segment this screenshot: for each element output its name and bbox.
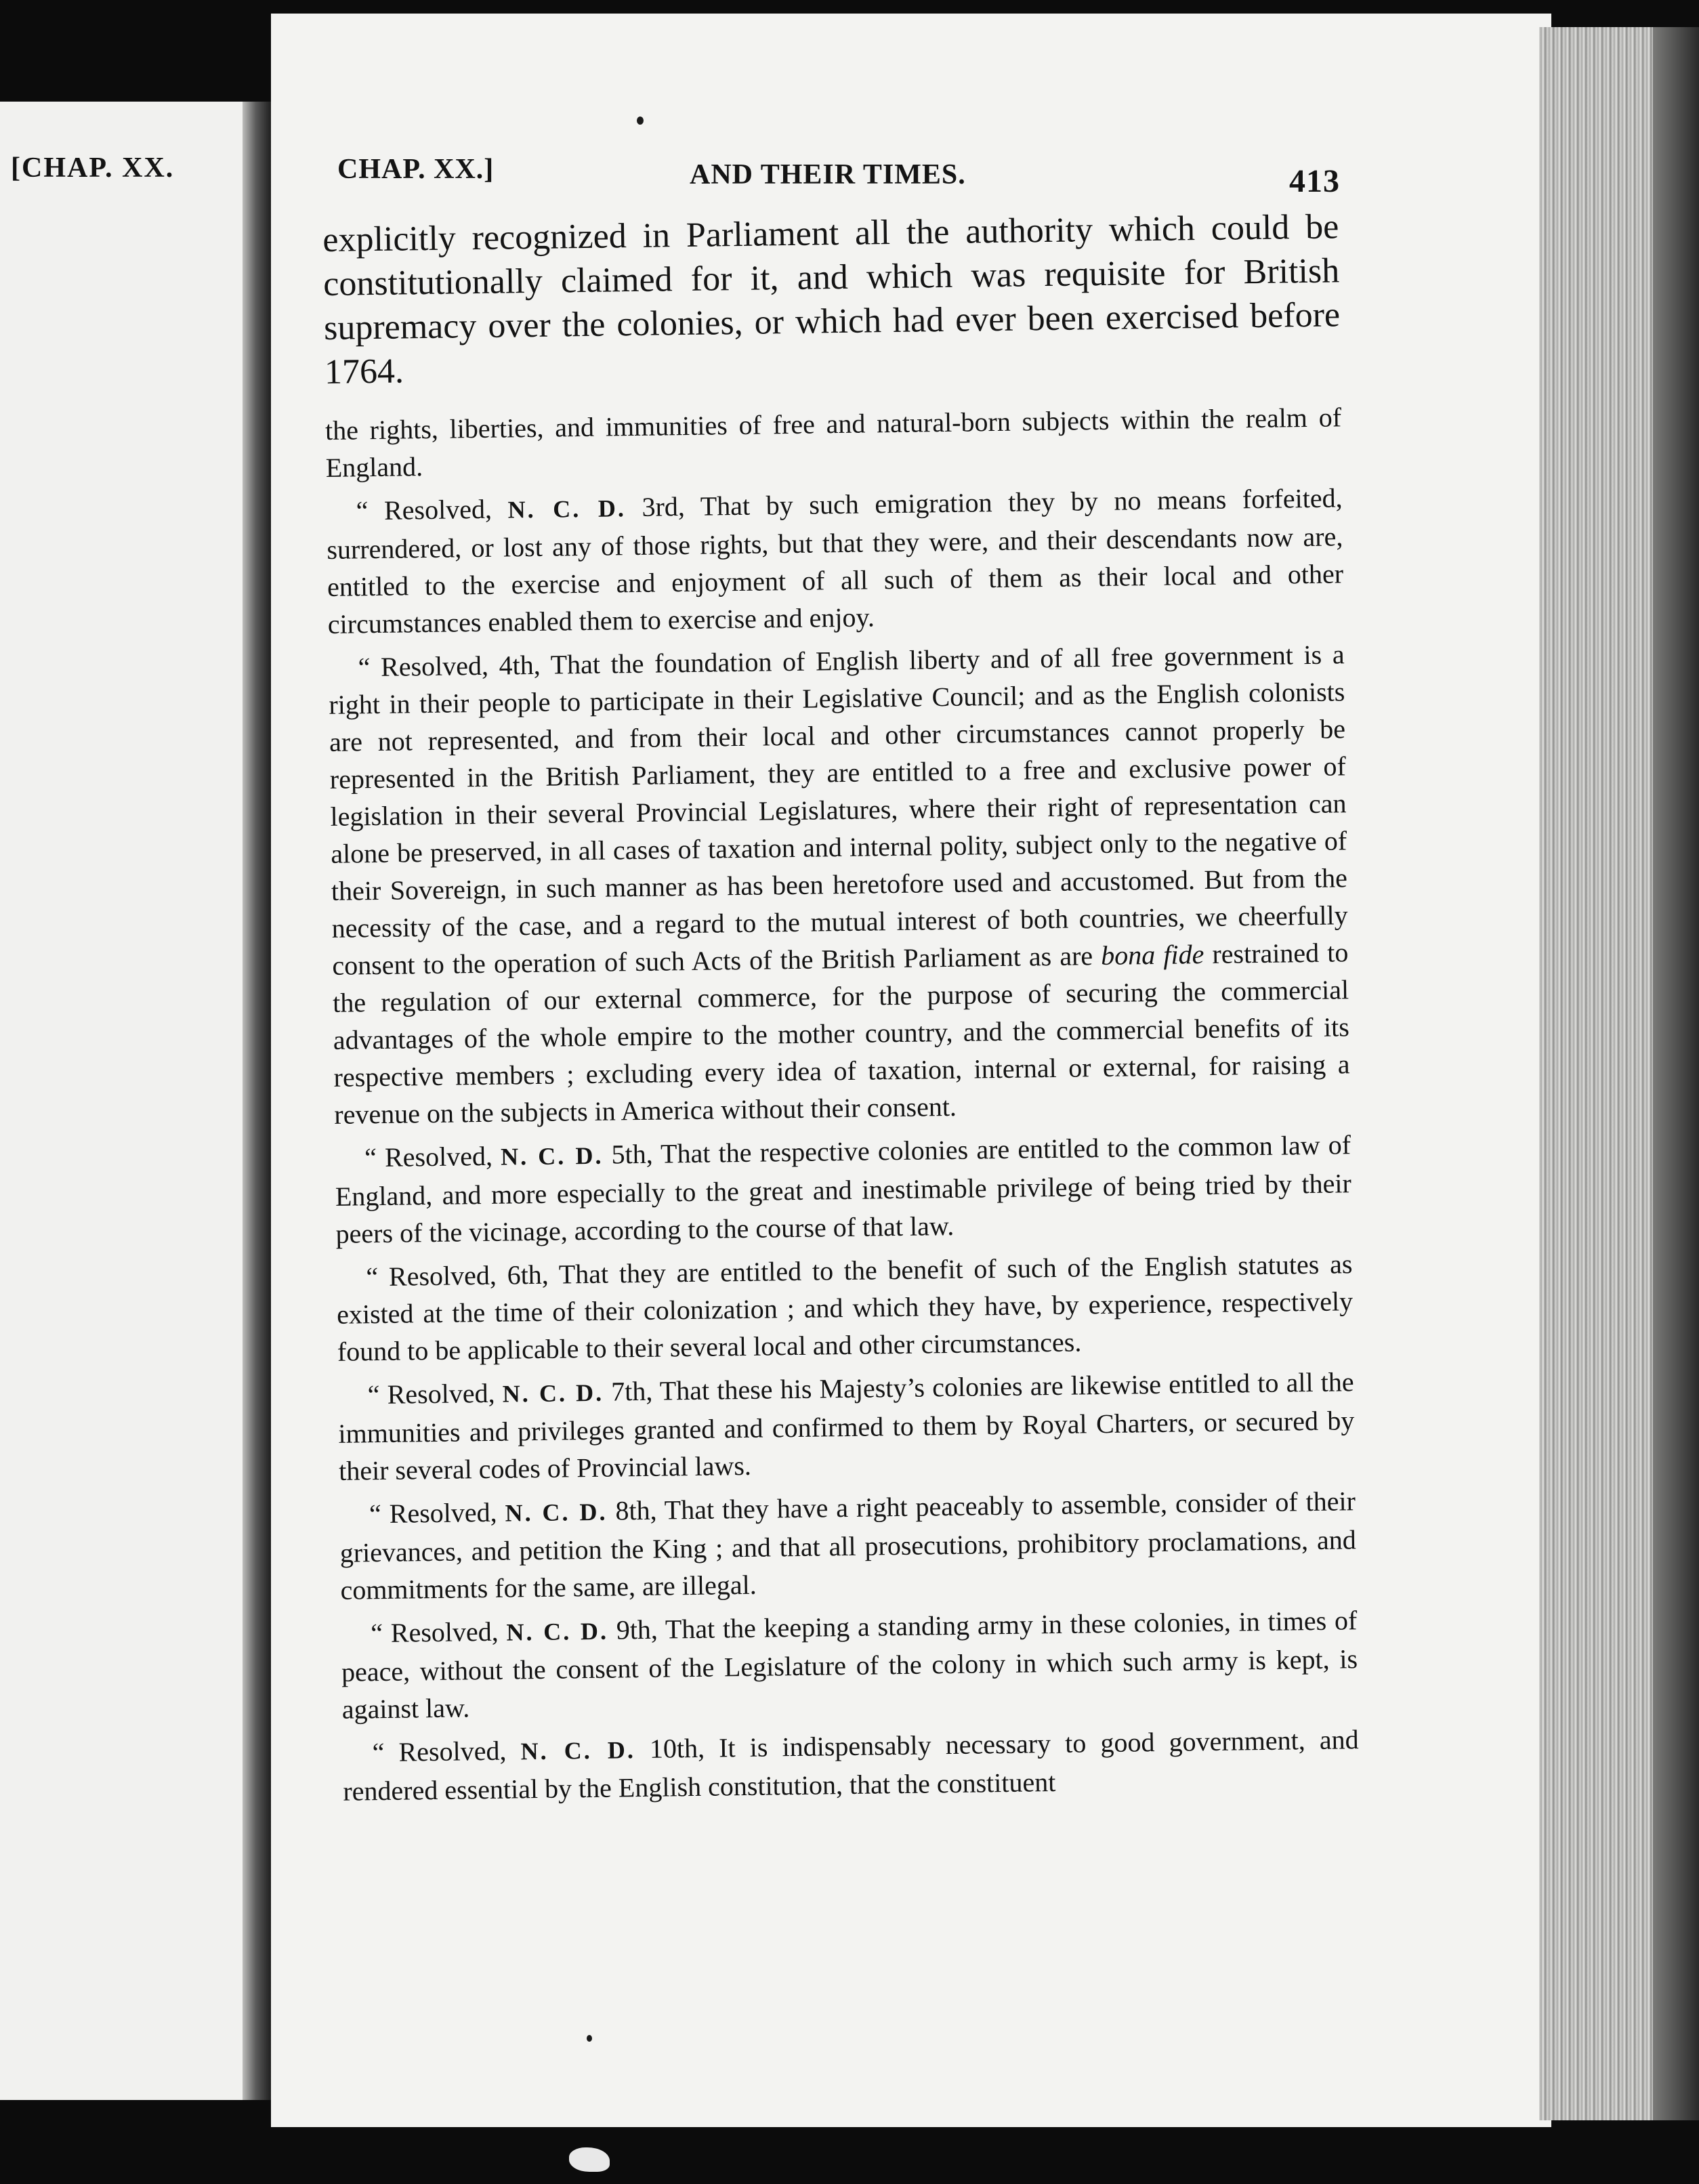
resolution-text: 7th, That these his Majesty’s colonies are likewise entitled to all the immunities and privileges granted and confirmed to them by Royal Charters, or secured by their several codes of Provincial laws. — [338, 1366, 1355, 1486]
resolution-text: 5th, That the respective colonies are entitled to the common law of England, and more especially to the great and inestimable privilege of being tried by their peers of the vicinage, according to the course of that law. — [335, 1129, 1352, 1249]
resolution-paragraph — [337, 1363, 1355, 1490]
ncd-abbrev: N. C. D. — [506, 1617, 609, 1646]
book-edge-shadow — [1653, 27, 1699, 2120]
page-number: 413 — [1289, 163, 1340, 199]
left-page-fragment — [0, 102, 255, 2100]
resolution-paragraph — [341, 1601, 1358, 1728]
resolved-lead: “ Resolved, — [364, 1140, 493, 1173]
scan-artifact — [569, 2147, 610, 2172]
resolved-lead: “ Resolved, — [356, 493, 492, 526]
resolution-paragraph: the rights, liberties, and immunities of free and natural-born subjects within the realm of England. — [324, 402, 1342, 483]
resolution-paragraph — [335, 1126, 1352, 1253]
ncd-abbrev: N. C. D. — [520, 1736, 636, 1765]
resolution-text: “ Resolved, 4th, That the foundation of English liberty and of all free government is a right in their people to participate in their Legislative Council; and as the English colonists are not represented, and from their local and other circumstances cannot properly be represented in the British Parliament, they are entitled to a free and exclusive power of legislation in their several Provincial Legislatures, where their right of representation can alone be preserved, in all cases of taxation and internal polity, subject only to the negative of their Sovereign, in such manner as has been heretofore used and accustomed. But from the necessity of the case, and a regard to the mutual interest of both countries, we cheerfully consent to the operation of such Acts of the British Parliament as are — [329, 639, 1348, 981]
resolution-text: restrained to the regulation of our external commerce, for the purpose of securing the commercial advantages of the whole empire to the mother country, and the commercial benefits of its respective members ; excluding every idea of taxation, internal or external, for raising a revenue on the subjects in America without their consent. — [332, 937, 1350, 1130]
left-running-head: [CHAP. XX. — [11, 152, 175, 184]
resolution-paragraph: “ Resolved, 6th, That they are entitled to the benefit of such of the English statutes as existed at the time of their colonization ; and which they have, by experience, respectively found to be applicable to their several local and other circumstances. — [336, 1248, 1354, 1367]
resolution-text: 10th, It is indispensably necessary to good government, and rendered essential by the English constitution, that the constituent — [343, 1724, 1359, 1807]
intro-paragraph: explicitly recognized in Parliament all the authority which could be constitutionally claimed for it, and which was requisite for British supremacy over the colonies, or which had ever been exercised before 1764. — [322, 207, 1341, 392]
resolution-paragraph — [342, 1721, 1359, 1810]
running-head-chapter: CHAP. XX.] — [337, 154, 495, 185]
resolution-text: 9th, That the keeping a standing army in these colonies, in times of peace, without the consent of the Legislature of the colony in which such army is kept, is against law. — [341, 1605, 1358, 1725]
ncd-abbrev: N. C. D. — [502, 1379, 604, 1408]
resolved-lead: “ Resolved, — [369, 1496, 497, 1530]
resolved-lead: “ Resolved, — [367, 1377, 495, 1410]
running-head — [337, 153, 1340, 199]
running-head-title: AND THEIR TIMES. — [690, 159, 966, 190]
page-body — [322, 205, 1360, 1809]
book-gutter — [243, 102, 272, 2100]
resolution-text: 3rd, That by such emigration they by no means forfeited, surrendered, or lost any of those rights, but that they were, and their descendants now are, entitled to the exercise and enjoyment of all such of them as their local and other circumstances enabled them to exercise and enjoy. — [327, 482, 1344, 639]
resolution-paragraph — [326, 479, 1344, 643]
ink-speck — [587, 2035, 592, 2042]
italic-phrase: bona fide — [1100, 939, 1204, 971]
resolution-paragraph — [328, 635, 1350, 1133]
resolution-text: 8th, That they have a right peaceably to assemble, consider of their grievances, and petition the King ; and that all prosecutions, prohibitory proclamations, and commitments for the same, are illegal. — [339, 1486, 1356, 1605]
ncd-abbrev: N. C. D. — [507, 495, 627, 524]
resolved-lead: “ Resolved, — [371, 1616, 499, 1649]
ink-speck — [637, 117, 644, 125]
ncd-abbrev: N. C. D. — [505, 1498, 608, 1527]
ncd-abbrev: N. C. D. — [500, 1141, 604, 1171]
resolution-paragraph — [339, 1482, 1357, 1609]
resolved-lead: “ Resolved, — [372, 1735, 507, 1768]
